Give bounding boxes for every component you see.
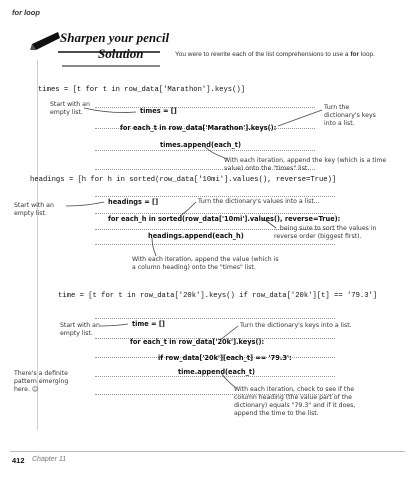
intro-text-bold: for [350,51,360,58]
code-3-line-3: if row_data['20k'][each_t] == '79.3': [158,354,292,362]
intro-text-before: You were to rewrite each of the list comprehensions to use a [175,51,351,58]
dotted-line [95,107,315,108]
note-append-2: With each iteration, append the value (which is a column heading) onto the "times" list. [132,256,279,271]
dotted-line [95,196,335,197]
dotted-line [95,213,335,214]
code-1-line-1: times = [] [140,107,177,115]
arrow-2-append [152,238,156,256]
note-values-list-2: Turn the dictionary's values into a list... [198,198,320,205]
arrow-1-keys [278,110,322,126]
dotted-line [95,150,315,151]
intro-text-after: loop. [359,51,375,58]
banner-subtitle: Solution [98,46,144,61]
comprehension-1: times = [t for t in row_data['Marathon'].keys()] [38,86,246,94]
note-pattern-3: There's a definite pattern emerging here. ☺ [14,370,69,393]
intro-text [175,50,375,59]
comprehension-2: headings = [h for h in sorted(row_data['10mi'].values(), reverse=True)] [30,176,337,184]
banner-title: Sharpen your pencil [60,30,170,45]
code-2-line-3: headings.append(each_h) [148,232,244,240]
code-2-line-1: headings = [] [108,198,159,206]
chapter-label: Chapter 11 [32,456,67,463]
note-sort-reverse-2: ...being sure to sort the values in reverse order (biggest first). [274,225,377,240]
code-3-line-1: time = [] [132,320,165,328]
dotted-line [95,318,335,319]
note-start-empty-1: Start with an empty list. [50,101,90,116]
comprehension-3: time = [t for t in row_data['20k'].keys() if row_data['20k'][t] == '79.3'] [58,292,378,300]
note-keys-list-3: Turn the dictionary's keys into a list. [240,322,352,329]
note-start-empty-2: Start with an empty list. [14,202,54,217]
arrow-2-empty [66,202,104,206]
footer-rule [10,451,405,452]
code-1-line-2: for each_t in row_data['Marathon'].keys(): [120,124,277,132]
page-number: 412 [12,456,25,465]
note-start-empty-3: Start with an empty list. [60,322,100,337]
note-keys-list-1: Turn the dictionary's keys into a list. [324,104,376,127]
note-append-1: With each iteration, append the key (which is a time value) onto the "times" list. [224,157,387,172]
dotted-line [95,376,335,377]
code-3-line-4: time.append(each_t) [178,368,256,376]
code-2-line-2: for each_h in sorted(row_data['10mi'].values(), reverse=True): [108,215,341,223]
dotted-line [95,244,335,245]
code-1-line-3: times.append(each_t) [160,141,241,149]
note-append-3: With each iteration, check to see if the column heading (the value part of the dictionary) equals "79.3" and if it does, append the time to the list. [234,386,356,417]
running-head: for loop [12,8,40,17]
code-3-line-2: for each_t in row_data['20k'].keys(): [130,338,265,346]
